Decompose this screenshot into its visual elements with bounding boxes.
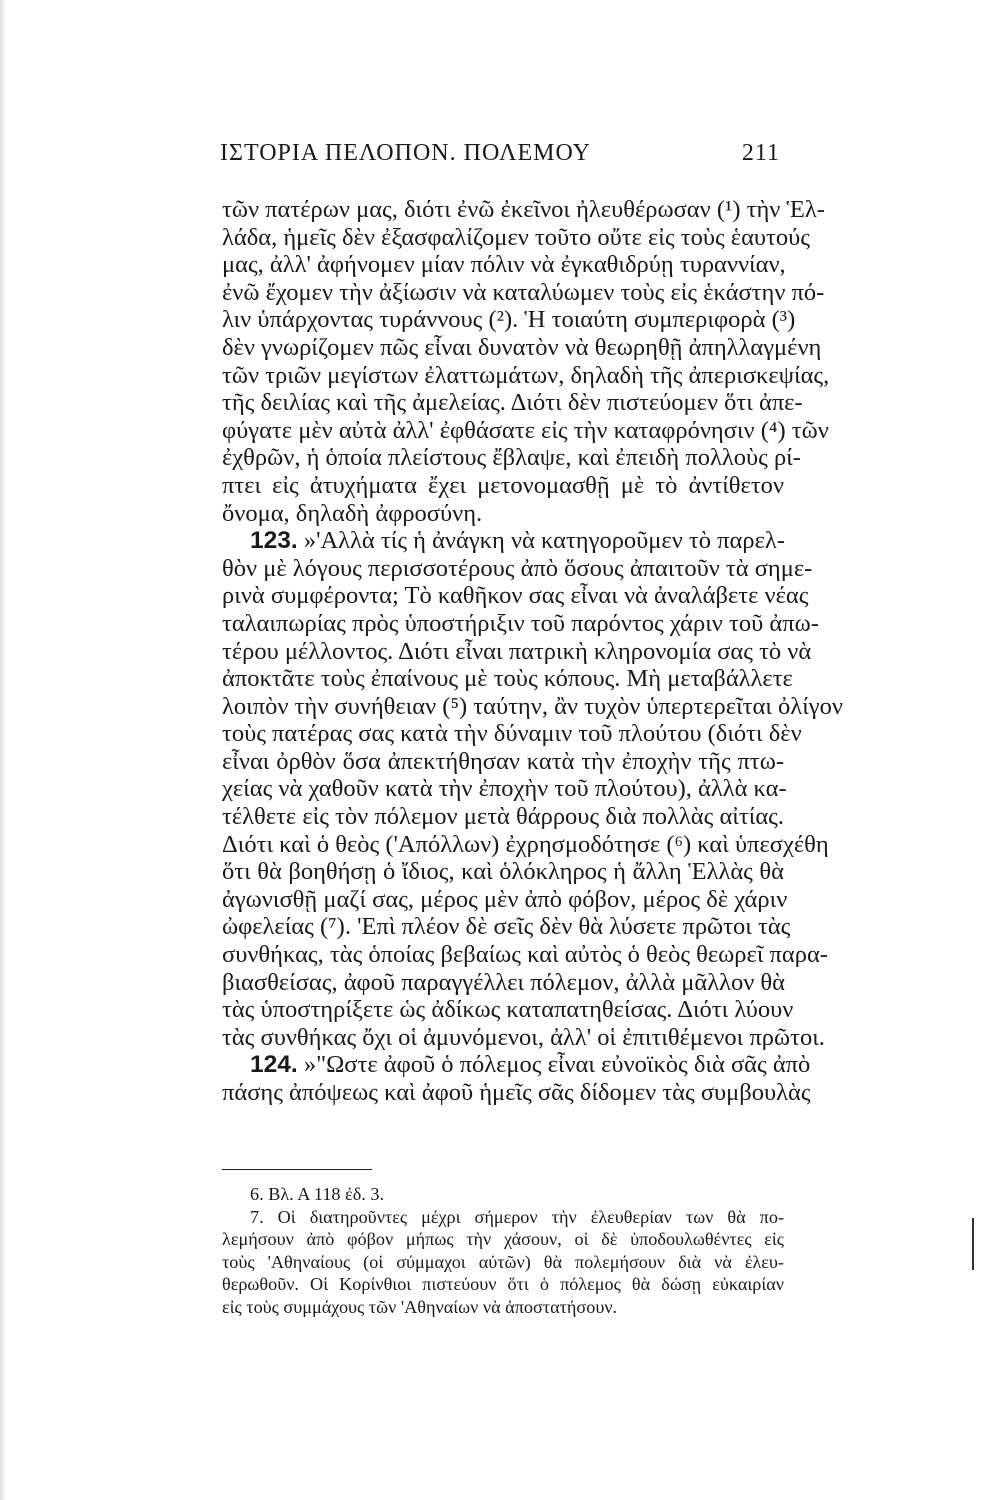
text-line: τῆς δειλίας καὶ τῆς ἀμελείας. Διότι δὲν πιστεύομεν ὅτι ἀπε- — [222, 389, 803, 417]
page-edge-shadow — [0, 0, 6, 1500]
text-line: τὰς συνθήκας ὄχι οἱ ἀμυνόμενοι, ἀλλ' οἱ ἐπιτιθέμενοι πρῶτοι. — [222, 1023, 825, 1051]
section-number: 123. — [250, 527, 298, 555]
footnotes — [222, 1183, 784, 1318]
text-line: ἀγωνισθῇ μαζί σας, μέρος μὲν ἀπὸ φόβον, μέρος δὲ χάριν — [222, 885, 788, 913]
main-text — [222, 196, 843, 1107]
footnote-divider — [222, 1169, 372, 1170]
text-line: φύγατε μὲν αὐτὰ ἀλλ' ἐφθάσατε εἰς τὴν καταφρόνησιν (⁴) τῶν — [222, 416, 829, 444]
footnote-7-line: 7. Οἱ διατηροῦντες μέχρι σήμερον τὴν ἐλευθερίαν των θὰ πο- — [250, 1206, 784, 1227]
text-line: τῶν πατέρων μας, διότι ἐνῶ ἐκεῖνοι ἠλευθέρωσαν (¹) τὴν Ἑλ- — [222, 196, 825, 223]
section-number: 124. — [250, 1051, 298, 1079]
text-line: τοὺς πατέρας σας κατὰ τὴν δύναμιν τοῦ πλούτου (διότι δὲν — [222, 720, 802, 748]
text-line: βιασθείσας, ἀφοῦ παραγγέλλει πόλεμον, ἀλλὰ μᾶλλον θὰ — [222, 968, 785, 996]
text-line: Διότι καὶ ὁ θεὸς ('Απόλλων) ἐχρησμοδότησε (⁶) καὶ ὑπεσχέθη — [222, 830, 829, 858]
text-line: πτει εἰς ἀτυχήματα ἔχει μετονομασθῇ μὲ τὸ ἀντίθετον — [222, 471, 784, 499]
margin-mark — [972, 1218, 974, 1270]
text-line: τέλθετε εἰς τὸν πόλεμον μετὰ θάρρους διὰ πολλὰς αἰτίας. — [222, 803, 784, 831]
text-line: συνθήκας, τὰς ὁποίας βεβαίως καὶ αὐτὸς ὁ θεὸς θεωρεῖ παρα- — [222, 941, 828, 969]
text-line: λοιπὸν τὴν συνήθειαν (⁵) ταύτην, ἂν τυχὸν ὑπερτερεῖται ὀλίγον — [222, 692, 843, 720]
text-line: ὄνομα, δηλαδὴ ἀφροσύνη. — [222, 499, 483, 527]
footnote-7-line: εἰς τοὺς συμμάχους τῶν 'Αθηναίων νὰ ἀποστατήσουν. — [222, 1296, 618, 1317]
text-line: ὠφελείας (⁷). 'Επὶ πλέον δὲ σεῖς δὲν θὰ λύσετε πρῶτοι τὰς — [222, 913, 791, 941]
section-123-opening: »'Αλλὰ τίς ἡ ἀνάγκη νὰ κατηγοροῦμεν τὸ παρελ- — [297, 527, 785, 555]
section-124-opening: »"Ωστε ἀφοῦ ὁ πόλεμος εἶναι εὐνοϊκὸς διὰ σᾶς ἀπὸ — [297, 1051, 811, 1079]
text-line: θὸν μὲ λόγους περισσοτέρους ἀπὸ ὅσους ἀπαιτοῦν τὰ σημε- — [222, 554, 813, 582]
running-header — [220, 140, 780, 180]
text-line: ἀποκτᾶτε τοὺς ἐπαίνους μὲ τοὺς κόπους. Μὴ μεταβάλλετε — [222, 665, 793, 693]
text-line: τὰς ὑποστηρίξετε ὡς ἀδίκως καταπατηθείσας. Διότι λύουν — [222, 996, 794, 1024]
section-123-first-line — [222, 527, 784, 555]
section-124-first-line — [222, 1051, 811, 1079]
text-line: δὲν γνωρίζομεν πῶς εἶναι δυνατὸν νὰ θεωρηθῇ ἀπηλλαγμένη — [222, 333, 822, 361]
text-line: τέρου μέλλοντος. Διότι εἶναι πατρικὴ κληρονομία σας τὸ νὰ — [222, 637, 812, 665]
footnote-6: 6. Βλ. Α 118 ἐδ. 3. — [250, 1184, 384, 1204]
text-line: τῶν τριῶν μεγίστων ἐλαττωμάτων, δηλαδὴ τῆς ἀπερισκεψίας, — [222, 361, 830, 389]
text-line: ὅτι θὰ βοηθήσῃ ὁ ἴδιος, καὶ ὁλόκληρος ἡ ἄλλη Ἑλλὰς θὰ — [222, 858, 784, 886]
text-line: λάδα, ἡμεῖς δὲν ἐξασφαλίζομεν τοῦτο οὔτε εἰς τοὺς ἑαυτούς — [222, 223, 810, 251]
text-line: εἶναι ὀρθὸν ὅσα ἀπεκτήθησαν κατὰ τὴν ἐποχὴν τῆς πτω- — [222, 747, 784, 775]
page-number: 211 — [741, 140, 780, 166]
text-line: ἐχθρῶν, ἡ ὁποία πλείστους ἔβλαψε, καὶ ἐπειδὴ πολλοὺς ρί- — [222, 444, 801, 472]
text-line: μας, ἀλλ' ἀφήνομεν μίαν πόλιν νὰ ἐγκαθιδρύῃ τυραννίαν, — [222, 251, 786, 279]
text-line: ρινὰ συμφέροντα; Τὸ καθῆκον σας εἶναι νὰ ἀναλάβετε νέας — [222, 582, 809, 610]
footnote-7-line: θερωθοῦν. Οἱ Κορίνθιοι πιστεύουν ὅτι ὁ πόλεμος θὰ δώσῃ εὐκαιρίαν — [222, 1274, 784, 1294]
text-line: ἐνῶ ἔχομεν τὴν ἀξίωσιν νὰ καταλύωμεν τοὺς εἰς ἑκάστην πό- — [222, 278, 825, 306]
text-line: ταλαιπωρίας πρὸς ὑποστήριξιν τοῦ παρόντος χάριν τοῦ ἀπω- — [222, 609, 819, 637]
footnote-7-line: τοὺς 'Αθηναίους (οἱ σύμμαχοι αὐτῶν) θὰ πολεμήσουν διὰ νὰ ἐλευ- — [222, 1251, 784, 1272]
text-line: πάσης ἀπόψεως καὶ ἀφοῦ ἡμεῖς σᾶς δίδομεν τὰς συμβουλὰς — [222, 1079, 811, 1106]
running-title: ΙΣΤΟΡΙΑ ΠΕΛΟΠΟΝ. ΠΟΛΕΜΟΥ — [220, 140, 591, 166]
text-line: χείας νὰ χαθοῦν κατὰ τὴν ἐποχὴν τοῦ πλούτου), ἀλλὰ κα- — [222, 775, 787, 803]
text-line: λιν ὑπάρχοντας τυράννους (²). Ἡ τοιαύτη συμπεριφορὰ (³) — [222, 306, 796, 334]
footnote-7-line: λεμήσουν ἀπὸ φόβον μήπως τὴν χάσουν, οἱ δὲ ὑποδουλωθέντες εἰς — [222, 1229, 784, 1249]
